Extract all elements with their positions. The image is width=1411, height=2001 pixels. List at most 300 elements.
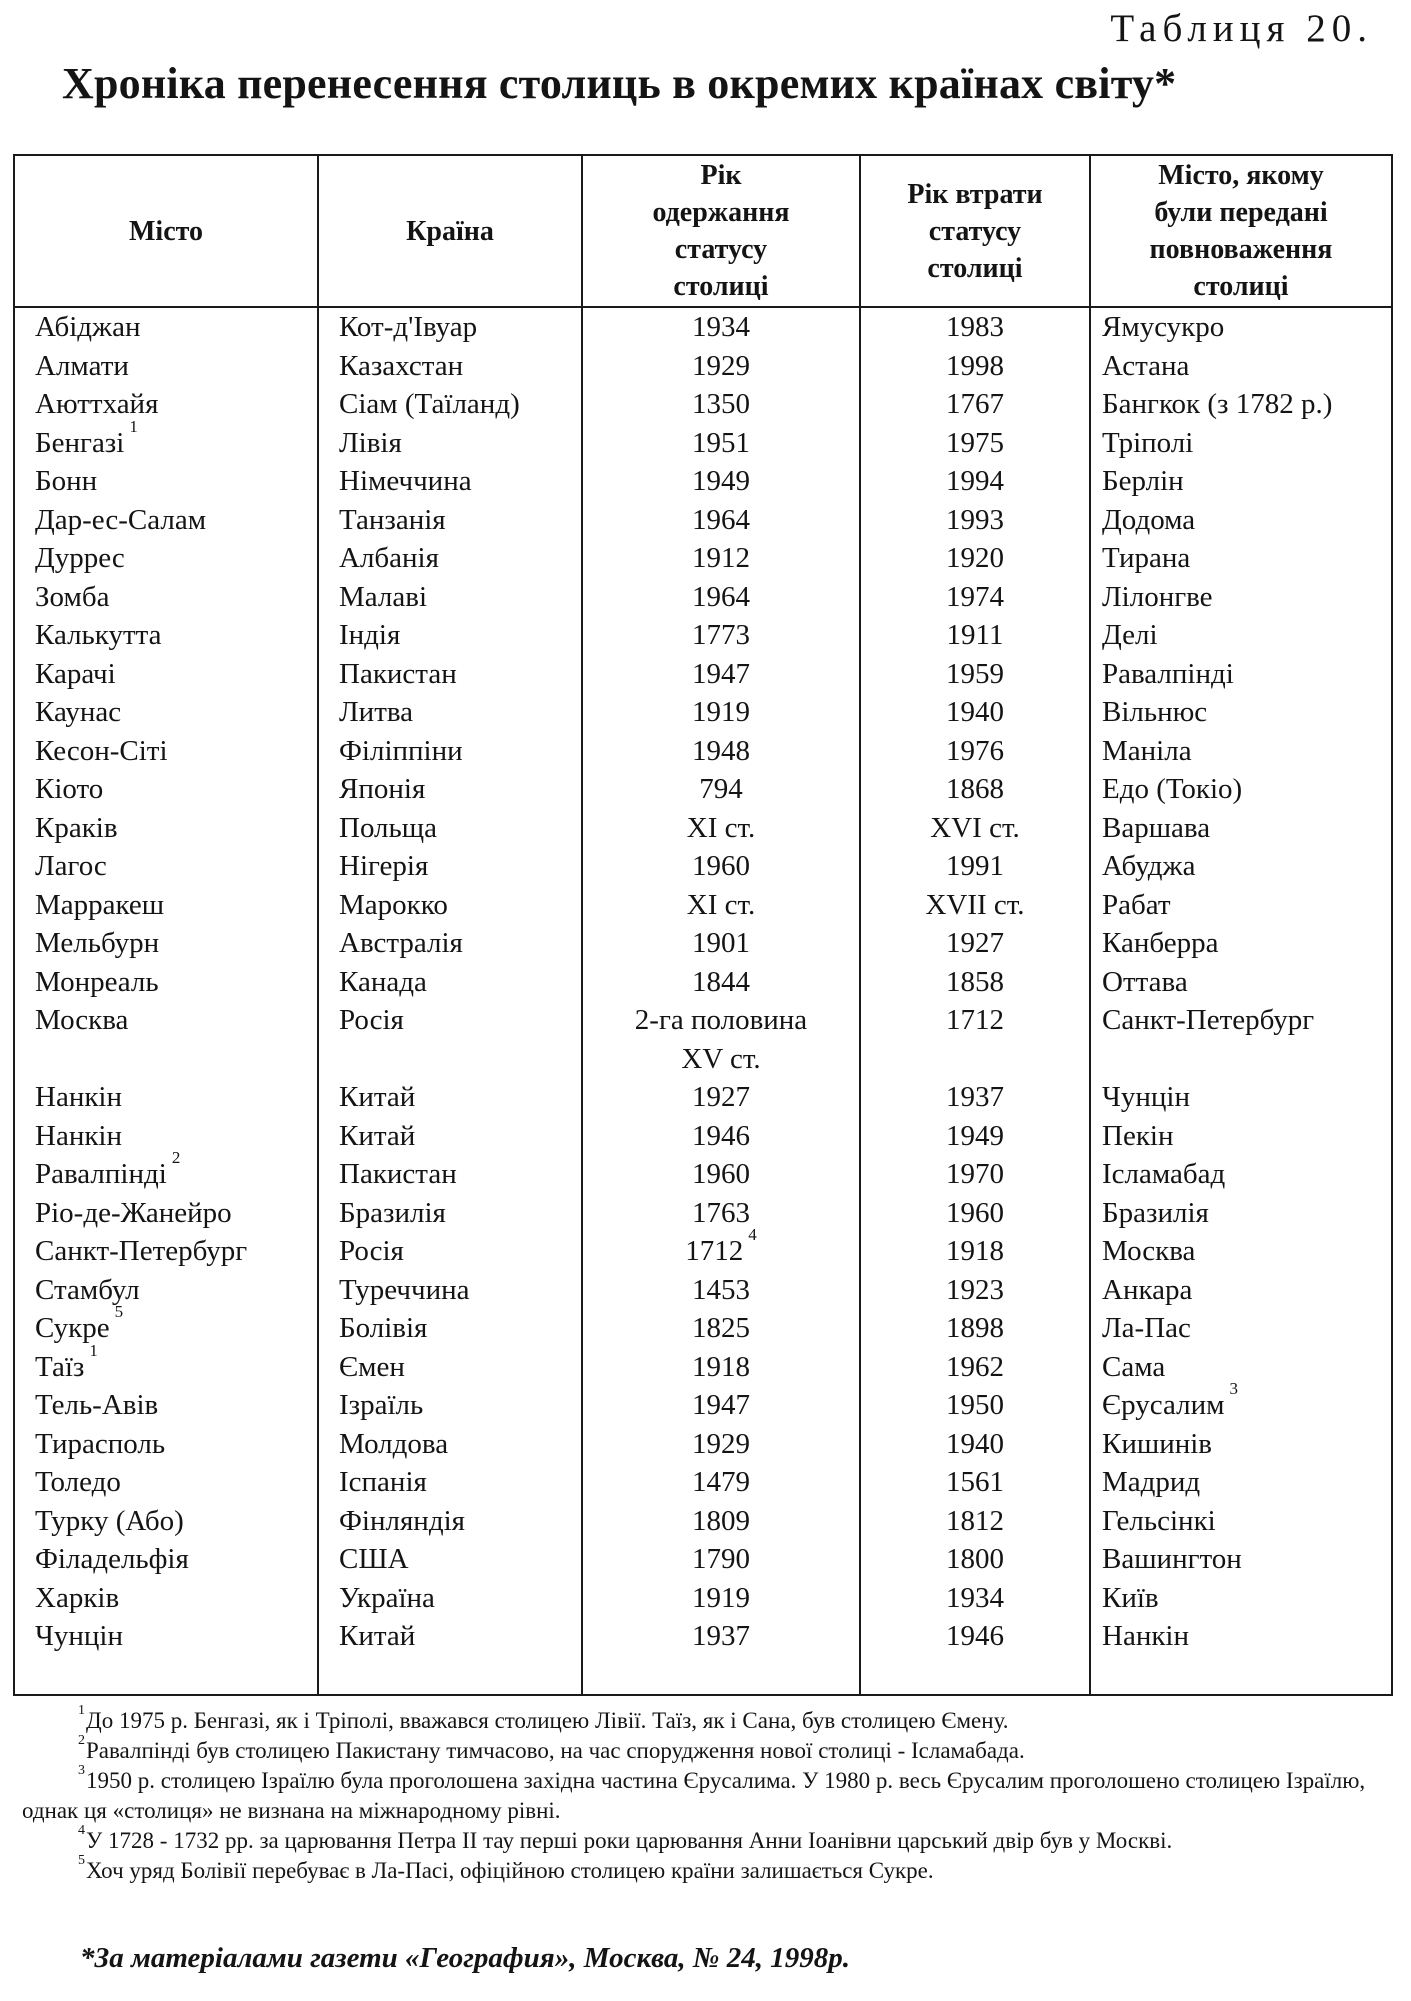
city-cell-text: Толедо (35, 1466, 121, 1498)
end-year-cell (861, 732, 1089, 771)
start-year-cell (585, 886, 857, 925)
city-cell (35, 1502, 184, 1541)
new-capital-cell (1102, 1463, 1200, 1502)
new-capital-cell-text: Канберра (1102, 927, 1219, 959)
start-year-cell-text: 794 (699, 773, 743, 805)
footnote-mark: 4 (748, 1225, 757, 1244)
end-year-cell (861, 501, 1089, 540)
start-year-cell-text: 1453 (692, 1273, 750, 1306)
start-year-cell-text: 1809 (692, 1504, 750, 1537)
end-year-cell-text: 1920 (946, 542, 1004, 574)
start-year-cell (585, 963, 857, 1002)
footnote-number: 3 (78, 1763, 85, 1778)
header-new-line: Місто, якому (1158, 160, 1324, 191)
table-row (15, 416, 1391, 463)
city-cell-text: Монреаль (35, 965, 159, 998)
city-cell (35, 616, 162, 655)
end-year-cell-text: 1994 (946, 465, 1004, 497)
country-cell-text: Литва (339, 696, 414, 728)
city-cell (35, 385, 158, 424)
header-new-line: були передані (1154, 197, 1328, 228)
end-year-cell-text: 1962 (946, 1350, 1004, 1383)
table-row (15, 1540, 1391, 1579)
new-capital-cell-text: Едо (Токіо) (1102, 773, 1243, 805)
city-cell-text: Нанкін (35, 1119, 122, 1152)
country-cell (339, 1194, 446, 1233)
start-year-cell (585, 809, 857, 848)
start-year-cell-text: 1825 (692, 1312, 750, 1344)
new-capital-cell-text: Єрусалим (1102, 1389, 1225, 1421)
end-year-cell (861, 1463, 1089, 1502)
start-year-cell (585, 1225, 857, 1271)
country-cell (339, 462, 472, 501)
city-cell-text: Калькутта (35, 619, 162, 651)
table-row (15, 1001, 1391, 1078)
start-year-cell-text: 1763 (692, 1196, 750, 1229)
end-year-cell-text: 1898 (946, 1312, 1004, 1344)
country-cell (339, 693, 413, 732)
country-cell-text: Росія (339, 1004, 404, 1036)
footnote-number: 2 (78, 1733, 85, 1748)
start-year-cell (585, 1617, 857, 1656)
start-year-cell (585, 1117, 857, 1156)
city-cell-text: Кіото (35, 773, 104, 805)
start-year-cell (585, 424, 857, 463)
city-cell (35, 770, 103, 809)
end-year-cell-text: 1950 (946, 1389, 1004, 1421)
city-cell-text: Дар-ес-Салам (35, 503, 207, 536)
end-year-cell (861, 1348, 1089, 1387)
table-row (15, 1078, 1391, 1117)
city-cell-text: Філадельфія (35, 1543, 189, 1575)
end-year-cell (861, 539, 1089, 578)
new-capital-cell (1102, 924, 1218, 963)
new-capital-cell-text: Тріполі (1102, 426, 1194, 459)
end-year-cell (861, 1194, 1089, 1233)
country-cell-text: Молдова (339, 1427, 449, 1460)
new-capital-cell-text: Додома (1102, 503, 1196, 536)
start-year-cell-text: 1929 (692, 349, 750, 382)
start-year-cell (585, 1463, 857, 1502)
new-capital-cell (1102, 1155, 1225, 1194)
start-year-cell (585, 1001, 857, 1078)
new-capital-cell-text: Чунцін (1102, 1081, 1190, 1113)
city-cell-text: Турку (Або) (35, 1504, 184, 1537)
country-cell (339, 1579, 435, 1618)
start-year-cell-text: XI ст. (686, 811, 756, 844)
header-end-year (861, 156, 1089, 306)
end-year-cell-text: 1937 (946, 1081, 1004, 1113)
table-row (15, 1579, 1391, 1618)
city-cell (35, 1001, 128, 1040)
country-cell-text: Китай (339, 1620, 416, 1652)
end-year-cell (861, 1386, 1089, 1425)
start-year-cell (585, 847, 857, 886)
end-year-cell (861, 385, 1089, 424)
start-year-cell-text: 1934 (692, 311, 750, 343)
new-capital-cell (1102, 616, 1158, 655)
start-year-cell-text: 1947 (692, 1389, 750, 1421)
table-row (15, 1117, 1391, 1156)
new-capital-cell-text: Ла-Пас (1102, 1312, 1191, 1344)
new-capital-cell (1102, 1117, 1173, 1156)
footnote-text: Равалпінді був столицею Пакистану тимчасово, на час спорудження нової столиці - Ісламабада. (86, 1738, 1025, 1763)
table-row (15, 616, 1391, 655)
start-year-cell-text: 1964 (692, 580, 750, 613)
new-capital-cell (1102, 693, 1207, 732)
country-cell (339, 963, 427, 1002)
city-cell-text: Таїз (35, 1350, 85, 1383)
new-capital-cell-text: Варшава (1102, 811, 1211, 844)
header-start-line: одержання (652, 197, 790, 228)
footnote-mark: 3 (1229, 1379, 1238, 1398)
end-year-cell-text: 1934 (946, 1581, 1004, 1614)
footnote-number: 5 (78, 1853, 85, 1868)
new-capital-cell-text: Гельсінкі (1102, 1504, 1216, 1537)
start-year-cell-text: 1951 (692, 426, 750, 459)
table-row (15, 809, 1391, 848)
new-capital-cell-text: Нанкін (1102, 1620, 1189, 1652)
start-year-cell-text: 1790 (692, 1543, 750, 1575)
end-year-cell-text: XVII ст. (925, 888, 1025, 921)
country-cell-text: Фінляндія (339, 1504, 465, 1537)
city-cell (35, 416, 138, 463)
country-cell (339, 1117, 415, 1156)
end-year-cell-text: 1946 (946, 1620, 1004, 1652)
end-year-cell-text: 1868 (946, 773, 1004, 805)
new-capital-cell-text: Ямусукро (1102, 311, 1225, 343)
start-year-cell-text: 1949 (692, 465, 750, 497)
new-capital-cell-text: Тирана (1102, 542, 1191, 574)
end-year-cell (861, 462, 1089, 501)
city-cell (35, 1579, 119, 1618)
table-row (15, 886, 1391, 925)
new-capital-cell (1102, 347, 1189, 386)
end-year-cell (861, 963, 1089, 1002)
end-year-cell (861, 1579, 1089, 1618)
new-capital-cell (1102, 385, 1332, 424)
table-row (15, 693, 1391, 732)
end-year-cell-text: 1960 (946, 1196, 1004, 1229)
city-cell (35, 886, 164, 925)
end-year-cell (861, 809, 1089, 848)
header-end-line: столиці (927, 252, 1023, 284)
table-row (15, 1463, 1391, 1502)
city-cell-text: Абіджан (35, 311, 141, 343)
city-cell-text: Чунцін (35, 1620, 123, 1652)
start-year-cell-text: 1937 (692, 1620, 750, 1652)
start-year-cell-text: 1964 (692, 503, 750, 536)
end-year-cell-text: 1561 (946, 1466, 1004, 1498)
footnote-text: До 1975 р. Бенгазі, як і Тріполі, вважався столицею Лівії. Таїз, як і Сана, був столицею Ємену. (86, 1708, 1009, 1733)
table-row (15, 1148, 1391, 1194)
end-year-cell (861, 1155, 1089, 1194)
country-cell (339, 847, 428, 886)
end-year-cell-text: 1993 (946, 503, 1004, 536)
table-row (15, 1194, 1391, 1233)
country-cell (339, 1617, 415, 1656)
header-city-line: Місто (128, 215, 204, 247)
city-cell-text: Дуррес (35, 542, 125, 574)
footnote-number: 1 (78, 1703, 85, 1718)
end-year-cell (861, 1502, 1089, 1541)
country-cell (339, 424, 402, 463)
footnote-mark: 5 (114, 1302, 124, 1321)
start-year-cell-text: 1912 (692, 542, 750, 574)
country-cell-text: Пакистан (339, 657, 457, 690)
country-cell (339, 886, 448, 925)
start-year-cell-text: 1919 (692, 696, 750, 728)
header-country (319, 156, 581, 306)
city-cell-text: Зомба (35, 580, 110, 613)
end-year-cell-text: 1991 (946, 850, 1004, 882)
city-cell-text: Карачі (35, 657, 116, 690)
table-row (15, 578, 1391, 617)
new-capital-cell (1102, 809, 1210, 848)
end-year-cell-text: 1858 (946, 965, 1004, 998)
footnote (22, 1853, 1392, 1886)
end-year-cell (861, 1078, 1089, 1117)
footnote-text: 1950 р. столицею Ізраїлю була проголошена західна частина Єрусалима. У 1980 р. весь Єрусалим проголошено столицею Ізраїлю, однак ця «столиця» не визнана на міжнародному рівні. (22, 1768, 1366, 1823)
start-year-cell-text: 1844 (692, 965, 750, 998)
start-year-cell (585, 462, 857, 501)
end-year-cell (861, 655, 1089, 694)
country-cell (339, 578, 427, 617)
start-year-cell (585, 308, 857, 347)
country-cell-text: Лівія (339, 426, 402, 459)
new-capital-cell (1102, 578, 1213, 617)
country-cell-text: Україна (339, 1581, 435, 1614)
footnote (22, 1733, 1392, 1766)
city-cell (35, 308, 140, 347)
start-year-cell-text: 1929 (692, 1427, 750, 1460)
country-cell (339, 1502, 465, 1541)
city-cell (35, 1617, 123, 1656)
country-cell-text: Казахстан (339, 349, 464, 382)
country-cell-text: Польща (339, 811, 437, 844)
start-year-cell-text: XI ст. (686, 888, 756, 921)
city-cell (35, 1463, 121, 1502)
start-year-cell-text-line2: XV ст. (681, 1042, 761, 1075)
country-cell-text: Японія (339, 773, 426, 805)
new-capital-cell (1102, 655, 1234, 694)
start-year-cell (585, 693, 857, 732)
capitals-table (13, 154, 1393, 1696)
new-capital-cell (1102, 1001, 1314, 1040)
header-country-line: Країна (406, 215, 494, 247)
footnote-mark: 1 (89, 1340, 98, 1360)
footnote (22, 1763, 1392, 1826)
city-cell-text: Лагос (35, 850, 107, 882)
city-cell-text: Ріо-де-Жанейро (35, 1196, 232, 1229)
end-year-cell-text: 1940 (946, 696, 1004, 728)
end-year-cell (861, 424, 1089, 463)
table-row (15, 1425, 1391, 1464)
city-cell (35, 1425, 165, 1464)
country-cell (339, 347, 463, 386)
table-header (15, 156, 1391, 308)
end-year-cell-text: 1975 (946, 426, 1004, 459)
table-row (15, 1617, 1391, 1656)
country-cell-text: Марокко (339, 888, 448, 921)
new-capital-cell-text: Санкт-Петербург (1102, 1004, 1315, 1036)
country-cell-text: Пакистан (339, 1158, 457, 1190)
new-capital-cell (1102, 732, 1192, 771)
country-cell-text: Албанія (339, 542, 439, 574)
start-year-cell-text: 1479 (692, 1466, 750, 1498)
new-capital-cell (1102, 1078, 1190, 1117)
page-title: Хроніка перенесення столиць в окремих країнах світу* (62, 59, 1177, 108)
country-cell-text: Нігерія (339, 850, 429, 882)
table-row (15, 655, 1391, 694)
table-row (15, 1302, 1391, 1348)
city-cell-text: Москва (35, 1004, 129, 1036)
city-cell-text: Бонн (35, 465, 98, 497)
header-end-line: статусу (928, 215, 1022, 247)
header-new-line: столиці (1193, 271, 1289, 302)
country-cell-text: Болівія (339, 1312, 428, 1344)
new-capital-cell-text: Бангкок (з 1782 р.) (1102, 388, 1333, 420)
city-cell (35, 462, 97, 501)
country-cell (339, 809, 437, 848)
start-year-cell (585, 732, 857, 771)
table-number: Таблиця 20. (1110, 7, 1373, 50)
country-cell-text: США (339, 1543, 409, 1575)
new-capital-cell (1102, 501, 1195, 540)
city-cell (35, 655, 116, 694)
start-year-cell-text: 1918 (692, 1350, 750, 1383)
country-cell (339, 1271, 470, 1310)
start-year-cell-text: 1773 (692, 619, 750, 651)
country-cell (339, 539, 439, 578)
new-capital-cell (1102, 1617, 1189, 1656)
end-year-cell (861, 308, 1089, 347)
city-cell (35, 539, 125, 578)
city-cell (35, 1386, 158, 1425)
country-cell (339, 308, 477, 347)
city-cell (35, 1194, 232, 1233)
new-capital-cell (1102, 847, 1195, 886)
city-cell (35, 963, 159, 1002)
new-capital-cell (1102, 770, 1242, 809)
footnote (22, 1703, 1392, 1736)
table-row (15, 501, 1391, 540)
new-capital-cell-text: Вільнюс (1102, 696, 1208, 728)
end-year-cell (861, 886, 1089, 925)
end-year-cell (861, 924, 1089, 963)
header-start-line: статусу (674, 234, 768, 265)
new-capital-cell (1102, 1309, 1191, 1348)
new-capital-cell (1102, 1579, 1159, 1618)
start-year-cell (585, 385, 857, 424)
table-row (15, 1271, 1391, 1310)
city-cell (35, 847, 107, 886)
header-end-line: Рік втрати (907, 178, 1043, 210)
country-cell-text: Індія (339, 619, 401, 651)
country-cell (339, 1232, 404, 1271)
new-capital-cell (1102, 462, 1184, 501)
start-year-cell-text: 1919 (692, 1581, 750, 1614)
new-capital-cell (1102, 963, 1188, 1002)
new-capital-cell (1102, 308, 1224, 347)
start-year-cell (585, 924, 857, 963)
city-cell-text: Равалпінді (35, 1158, 167, 1190)
new-capital-cell (1102, 1379, 1238, 1425)
city-cell-text: Сукре (35, 1312, 110, 1344)
new-capital-cell-text: Кишинів (1102, 1427, 1212, 1460)
end-year-cell-text: 1998 (946, 349, 1004, 382)
new-capital-cell (1102, 1425, 1212, 1464)
new-capital-cell (1102, 1540, 1242, 1579)
new-capital-cell (1102, 1271, 1192, 1310)
start-year-cell-text: 1927 (692, 1081, 750, 1113)
end-year-cell (861, 1271, 1089, 1310)
table-row (15, 1225, 1391, 1271)
country-cell-text: Німеччина (339, 465, 472, 497)
city-cell-text: Тель-Авів (35, 1389, 159, 1421)
end-year-cell (861, 1540, 1089, 1579)
city-cell (35, 1117, 122, 1156)
start-year-cell (585, 1078, 857, 1117)
country-cell (339, 770, 425, 809)
footnote-number: 4 (78, 1823, 85, 1838)
header-city (15, 156, 317, 306)
country-cell (339, 385, 520, 424)
country-cell (339, 924, 463, 963)
new-capital-cell (1102, 1348, 1165, 1387)
new-capital-cell-text: Бразилія (1102, 1196, 1209, 1229)
country-cell-text: Ємен (339, 1350, 405, 1383)
end-year-cell-text: 1712 (946, 1004, 1004, 1036)
start-year-cell (585, 347, 857, 386)
end-year-cell-text: 1918 (946, 1235, 1004, 1267)
start-year-cell (585, 1194, 857, 1233)
new-capital-cell-text: Москва (1102, 1235, 1196, 1267)
start-year-cell (585, 1309, 857, 1348)
end-year-cell-text: 1949 (946, 1119, 1004, 1152)
footnotes (22, 1703, 1392, 1886)
country-cell-text: Іспанія (339, 1466, 427, 1498)
end-year-cell (861, 847, 1089, 886)
city-cell (35, 578, 109, 617)
start-year-cell (585, 1155, 857, 1194)
new-capital-cell (1102, 1194, 1209, 1233)
country-cell-text: Сіам (Таїланд) (339, 388, 520, 420)
country-cell (339, 1540, 409, 1579)
end-year-cell (861, 770, 1089, 809)
city-cell-text: Алмати (35, 349, 129, 382)
header-start-line: Рік (700, 160, 742, 191)
table-body (15, 308, 1391, 1656)
country-cell (339, 1386, 423, 1425)
table-row (15, 385, 1391, 424)
end-year-cell-text: 1812 (946, 1504, 1004, 1537)
start-year-cell (585, 770, 857, 809)
city-cell-text: Нанкін (35, 1081, 122, 1113)
country-cell-text: Бразилія (339, 1196, 446, 1229)
end-year-cell (861, 1232, 1089, 1271)
city-cell-text: Бенгазі (35, 426, 125, 459)
new-capital-cell-text: Астана (1102, 349, 1190, 382)
city-cell-text: Тирасполь (35, 1427, 166, 1460)
city-cell (35, 693, 121, 732)
table-row (15, 1502, 1391, 1541)
end-year-cell-text: 1940 (946, 1427, 1004, 1460)
table-row (15, 347, 1391, 386)
table-row (15, 539, 1391, 578)
city-cell (35, 732, 168, 771)
footnote-mark: 2 (171, 1148, 181, 1167)
